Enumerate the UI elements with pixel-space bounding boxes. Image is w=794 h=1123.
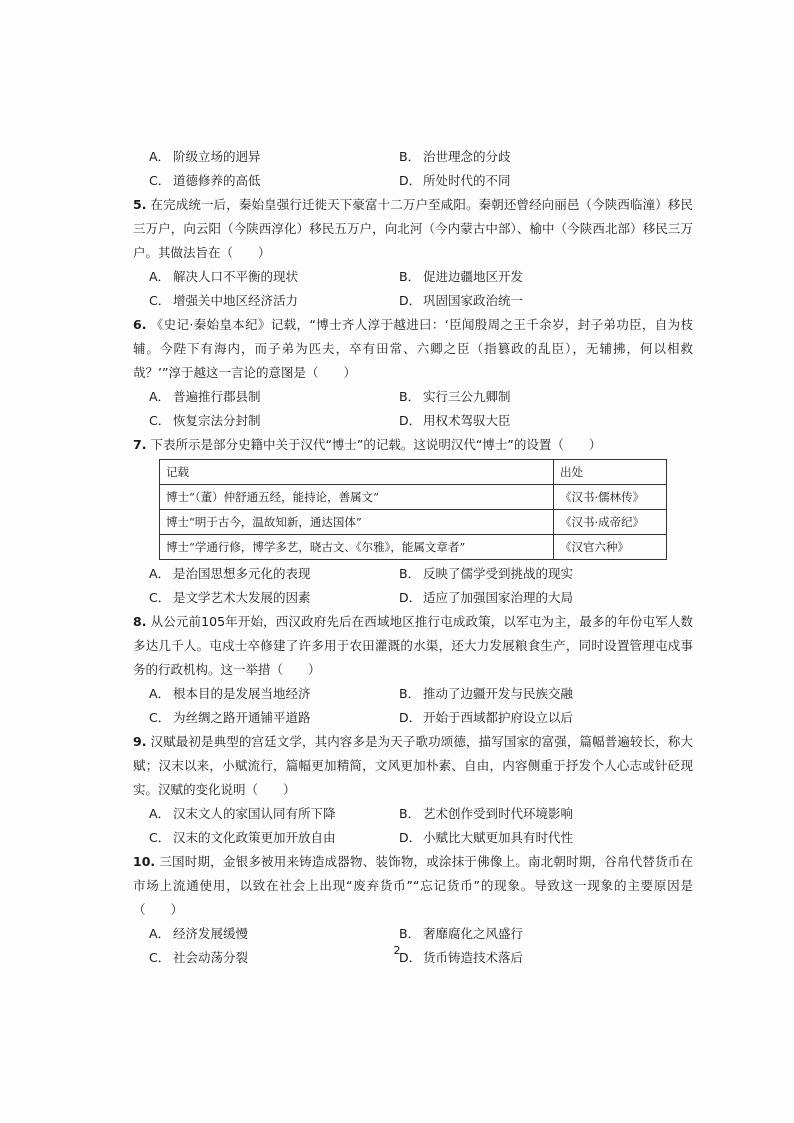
q7-option-d[interactable]: D． 适应了加强国家治理的大局 [399, 590, 574, 605]
q10-stem: 10. 三国时期，金银多被用来铸造成器物、装饰物，或涂抹于佛像上。南北朝时期，谷帛代替货币在市场上流通使用，以致在社会上出现“废弃货币”“忘记货币”的现象。导致这一现象的主要原因是（ ） [133, 854, 693, 917]
q5-option-a[interactable]: A． 解决人口不平衡的现状 [149, 269, 299, 284]
q7-option-a[interactable]: A． 是治国思想多元化的表现 [149, 566, 311, 581]
q6-option-b[interactable]: B． 实行三公九卿制 [399, 389, 511, 404]
q8-stem: 8. 从公元前105年开始，西汉政府先后在西域地区推行屯成政策，以军屯为主，最多的年份屯军人数多达几千人。屯戍士卒修建了许多用于农田灌溉的水渠，还大力发展粮食生产，同时设置管理屯戍事务的行政机构。这一举措（ ） [133, 614, 693, 677]
q6-option-a[interactable]: A． 普遍推行郡县制 [149, 389, 261, 404]
page-number: 2 [393, 944, 401, 957]
table-cell-record: 博士“（董）仲舒通五经，能持论，善属文” [160, 485, 554, 510]
table-row [160, 485, 667, 510]
q7-number: 7. [133, 437, 147, 452]
q8-options [149, 682, 693, 730]
q5-stem: 5. 在完成统一后，秦始皇强行迁徙天下豪富十二万户至咸阳。秦朝还曾经向丽邑（今陕西临潼）移民三万户，向云阳（今陕西淳化）移民五万户，向北河（今内蒙古中部）、榆中（今陕西北部）移民三万户。其做法旨在（ ） [133, 197, 693, 260]
table-cell-source: 《汉官六种》 [554, 535, 667, 560]
table-row [160, 510, 667, 535]
q4-option-a[interactable]: A． 阶级立场的迥异 [149, 149, 261, 164]
q9-option-d[interactable]: D． 小赋比大赋更加具有时代性 [399, 830, 574, 845]
q4-options [149, 145, 693, 193]
q5-option-c[interactable]: C． 增强关中地区经济活力 [149, 293, 299, 308]
table-header-row [160, 460, 667, 485]
q6-option-d[interactable]: D． 用权术驾驭大臣 [399, 413, 511, 428]
q9-option-a[interactable]: A． 汉末文人的家国认同有所下降 [149, 806, 336, 821]
q10-option-c[interactable]: C． 社会动荡分裂 [149, 950, 249, 965]
q6-stem: 6. 《史记·秦始皇本纪》记载，“博士齐人淳于越进曰：‘臣闻殷周之王千余岁，封子弟功臣，自为枝辅。今陛下有海内，而子弟为匹夫，卒有田常、六卿之臣（指篡政的乱臣），无辅拂，何以相救哉？’”淳于越这一言论的意图是（ ） [133, 317, 693, 380]
q7-option-b[interactable]: B． 反映了儒学受到挑战的现实 [399, 566, 574, 581]
q8-number: 8. [133, 614, 147, 629]
q6-option-c[interactable]: C． 恢复宗法分封制 [149, 413, 261, 428]
q7-records-table [159, 459, 667, 560]
q9-number: 9. [133, 734, 147, 749]
q5-options [149, 265, 693, 313]
table-cell-source: 《汉书·儒林传》 [554, 485, 667, 510]
q7-table-wrapper [159, 459, 693, 560]
q10-option-a[interactable]: A． 经济发展缓慢 [149, 926, 249, 941]
q7-stem: 7. 下表所示是部分史籍中关于汉代“博士”的记载。这说明汉代“博士”的设置（ ） [133, 437, 602, 452]
q8-option-d[interactable]: D． 开始于西域都护府设立以后 [399, 710, 574, 725]
q10-number: 10. [133, 854, 156, 869]
q6-options [149, 385, 693, 433]
q8-option-a[interactable]: A． 根本目的是发展当地经济 [149, 686, 311, 701]
q4-option-c[interactable]: C． 道德修养的高低 [149, 173, 261, 188]
q5-option-b[interactable]: B． 促进边疆地区开发 [399, 269, 524, 284]
q5-option-d[interactable]: D． 巩固国家政治统一 [399, 293, 524, 308]
q4-option-d[interactable]: D． 所处时代的不同 [399, 173, 511, 188]
table-cell-source: 《汉书·成帝纪》 [554, 510, 667, 535]
q9-stem: 9. 汉赋最初是典型的宫廷文学，其内容多是为天子歌功颂德，描写国家的富强，篇幅普遍较长，称大赋；汉末以来，小赋流行，篇幅更加精简，文风更加朴素、自由，内容侧重于抒发个人心志或针砭现实。汉赋的变化说明（ ） [133, 734, 693, 797]
table-cell-record: 博士“学通行修，博学多艺，晓古文、《尔雅》，能属文章者” [160, 535, 554, 560]
table-header-source: 出处 [554, 460, 667, 485]
q7-options [149, 562, 693, 610]
table-row [160, 535, 667, 560]
q8-option-c[interactable]: C． 为丝绸之路开通铺平道路 [149, 710, 311, 725]
q7-option-c[interactable]: C． 是文学艺术大发展的因素 [149, 590, 311, 605]
q4-option-b[interactable]: B． 治世理念的分歧 [399, 149, 511, 164]
table-cell-record: 博士“明于古今，温故知新，通达国体” [160, 510, 554, 535]
q10-option-d[interactable]: D． 货币铸造技术落后 [399, 950, 524, 965]
q9-option-b[interactable]: B． 艺术创作受到时代环境影响 [399, 806, 574, 821]
q10-option-b[interactable]: B． 奢靡腐化之风盛行 [399, 926, 524, 941]
q5-number: 5. [133, 197, 147, 212]
exam-content [133, 145, 693, 970]
table-header-record: 记载 [160, 460, 554, 485]
q9-option-c[interactable]: C． 汉末的文化政策更加开放自由 [149, 830, 336, 845]
q9-options [149, 802, 693, 850]
q6-number: 6. [133, 317, 147, 332]
q8-option-b[interactable]: B． 推动了边疆开发与民族交融 [399, 686, 574, 701]
